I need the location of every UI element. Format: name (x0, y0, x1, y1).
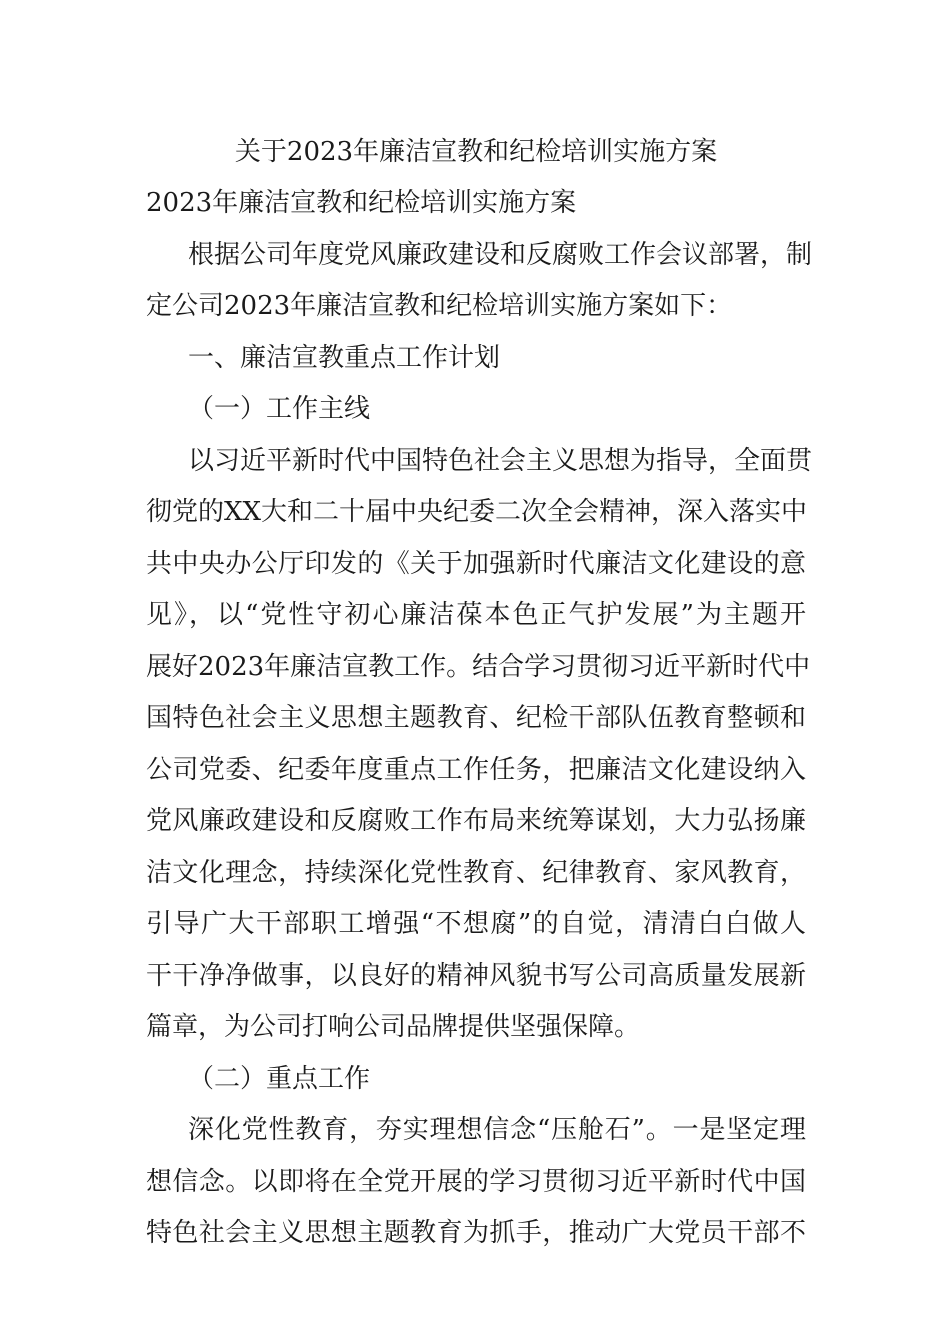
text-line: （一）工作主线 (188, 394, 371, 424)
text-line: 引导广大干部职工增强“不想腐”的自觉，清清白白做人 (146, 909, 806, 939)
text-line: 干干净净做事，以良好的精神风貌书写公司高质量发展新 (146, 960, 806, 991)
document-title: 关于2023年廉洁宣教和纪检培训实施方案 (234, 137, 718, 167)
text-line: 想信念。以即将在全党开展的学习贯彻习近平新时代中国 (146, 1166, 806, 1197)
text-line: 篇章，为公司打响公司品牌提供坚强保障。 (146, 1012, 641, 1042)
text-line: 一、廉洁宣教重点工作计划 (188, 342, 501, 373)
text-line: （二）重点工作 (188, 1063, 371, 1094)
text-line: 公司党委、纪委年度重点工作任务，把廉洁文化建设纳入 (146, 754, 806, 785)
text-line: 定公司2023年廉洁宣教和纪检培训实施方案如下： (146, 291, 733, 321)
text-line: 深化党性教育，夯实理想信念“压舱石”。一是坚定理 (188, 1115, 806, 1145)
text-line: 党风廉政建设和反腐败工作布局来统筹谋划，大力弘扬廉 (146, 806, 806, 836)
text-line: 特色社会主义思想主题教育为抓手，推动广大党员干部不 (146, 1218, 806, 1248)
text-line: 以习近平新时代中国特色社会主义思想为指导，全面贯 (188, 445, 813, 476)
text-line: 共中央办公厅印发的《关于加强新时代廉洁文化建设的意 (146, 548, 806, 579)
text-line: 2023年廉洁宣教和纪检培训实施方案 (146, 188, 577, 218)
text-line: 国特色社会主义思想主题教育、纪检干部队伍教育整顿和 (146, 703, 806, 733)
text-line: 洁文化理念，持续深化党性教育、纪律教育、家风教育， (146, 857, 806, 888)
text-line: 展好2023年廉洁宣教工作。结合学习贯彻习近平新时代中 (146, 651, 811, 682)
text-line: 见》，以“党性守初心廉洁葆本色正气护发展”为主题开 (146, 600, 806, 630)
text-line: 彻党的XX大和二十届中央纪委二次全会精神，深入落实中 (146, 497, 808, 527)
text-line: 根据公司年度党风廉政建设和反腐败工作会议部署，制 (188, 239, 813, 270)
